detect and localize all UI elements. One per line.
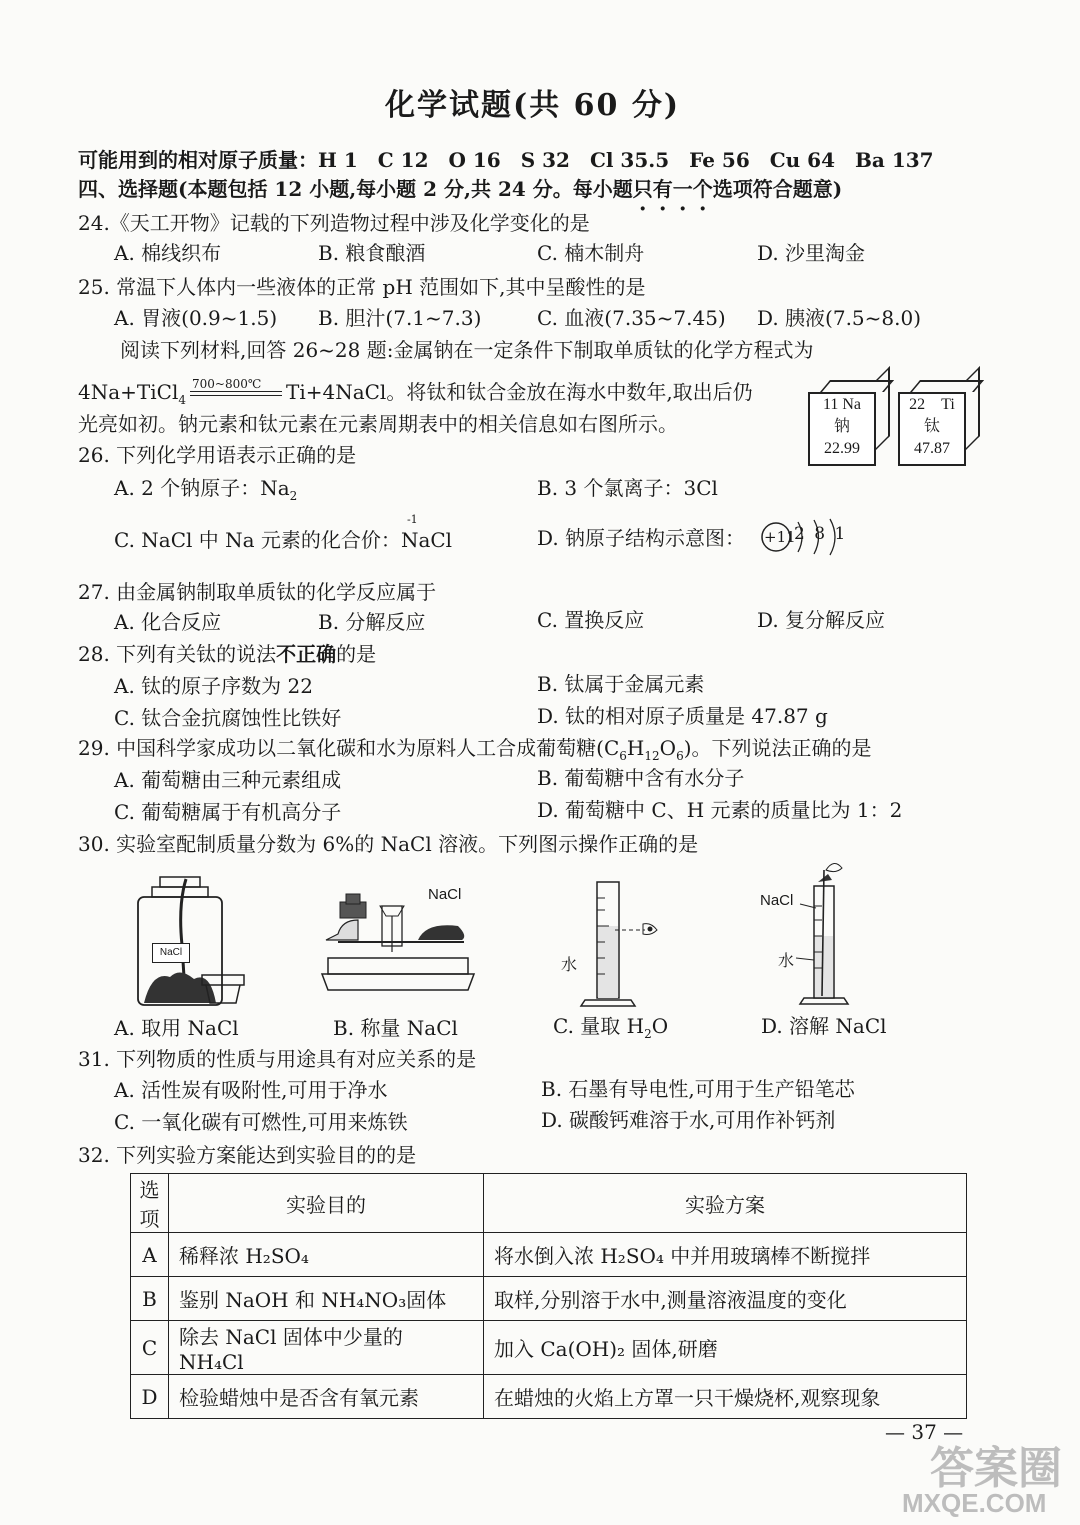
emphasis-4: 个: [692, 177, 713, 201]
ti-number-symbol: 22 Ti: [909, 396, 955, 413]
q27-option-c: C. 置换反应: [537, 608, 645, 632]
page-number: — 37 —: [885, 1420, 964, 1444]
section-heading-text: 四、选择题(本题包括 12 小题,每小题 2 分,共 24 分。每小题: [78, 177, 633, 201]
figure-dissolve-nacl: [760, 856, 880, 1006]
q29-h: H: [626, 736, 645, 760]
q30-option-a: A. 取用 NaCl: [114, 1016, 239, 1040]
ti-name: 钛: [923, 418, 940, 435]
figure-take-nacl: [130, 875, 250, 1010]
na-mass: 22.99: [824, 440, 860, 457]
row-option: D: [131, 1375, 169, 1419]
q28-option-c: C. 钛合金抗腐蚀性比铁好: [114, 706, 342, 730]
na-number-symbol: 11 Na: [822, 396, 862, 413]
equation-products: Ti+4NaCl。将钛和钛合金放在海水中数年,取出后仍: [285, 380, 753, 404]
q24-option-b: B. 粮食酿酒: [318, 241, 426, 265]
table-row: [131, 1277, 967, 1321]
q31-option-b: B. 石墨有导电性,可用于生产铅笔芯: [541, 1077, 855, 1101]
row-option: A: [131, 1233, 169, 1277]
q26-option-a: [114, 474, 297, 502]
q32-stem: 32. 下列实验方案能达到实验目的的是: [78, 1143, 417, 1167]
q28-option-b: B. 钛属于金属元素: [537, 672, 705, 696]
row-plan: 加入 Ca(OH)₂ 固体,研磨: [484, 1321, 967, 1375]
q28-stem-text: 28. 下列有关钛的说法: [78, 642, 277, 666]
q25-stem: 25. 常温下人体内一些液体的正常 pH 范围如下,其中呈酸性的是: [78, 275, 646, 299]
q28-stem-emphasis: 不正确: [276, 642, 337, 666]
q24-option-a: A. 棉线织布: [114, 241, 222, 265]
atomic-masses-line: 可能用到的相对原子质量：H 1 C 12 O 16 S 32 Cl 35.5 Fe 56 Cu 64 Ba 137: [78, 148, 934, 172]
reading-equation: [78, 378, 753, 406]
bottle-label: NaCl: [152, 943, 190, 963]
equation-arrow: [190, 376, 282, 404]
sodium-atom-diagram: [760, 516, 860, 560]
q30-stem: 30. 实验室配制质量分数为 6%的 NaCl 溶液。下列图示操作正确的是: [78, 832, 699, 856]
q31-option-c: C. 一氧化碳有可燃性,可用来炼铁: [114, 1110, 408, 1134]
q29-stem-tail: )。下列说法正确的是: [683, 736, 872, 760]
emphasis-2: 有: [652, 177, 673, 201]
q25-option-d: D. 胰液(7.5~8.0): [757, 306, 922, 330]
dissolve-water-label: 水: [778, 951, 795, 970]
q26-option-d-text: D. 钠原子结构示意图：: [537, 526, 746, 550]
header-goal: 实验目的: [169, 1174, 484, 1233]
table-header-row: [131, 1174, 967, 1233]
valence-charge: -1: [406, 513, 418, 526]
q29-stem: [78, 734, 872, 762]
reading-line-1: 阅读下列材料,回答 26~28 题:金属钠在一定条件下制取单质钛的化学方程式为: [120, 338, 814, 362]
q29-sub-c: 6: [619, 749, 627, 763]
q24-stem: 24.《天工开物》记载的下列造物过程中涉及化学变化的是: [78, 211, 590, 235]
q24-option-d: D. 沙里淘金: [757, 241, 866, 265]
row-plan: 取样,分别溶于水中,测量溶液温度的变化: [484, 1277, 967, 1321]
q28-stem-tail: 的是: [336, 642, 377, 666]
q29-stem-text: 29. 中国科学家成功以二氧化碳和水为原料人工合成葡萄糖(C: [78, 736, 620, 760]
q25-option-a: A. 胃液(0.9~1.5): [114, 306, 278, 330]
q29-sub-h: 12: [644, 749, 660, 763]
na-element-card: [808, 392, 876, 466]
table-row: [131, 1375, 967, 1419]
emphasis-3: 一: [672, 177, 693, 201]
row-option: C: [131, 1321, 169, 1375]
reading-line-3: 光亮如初。钠元素和钛元素在元素周期表中的相关信息如右图所示。: [78, 412, 678, 436]
q26-stem: 26. 下列化学用语表示正确的是: [78, 443, 357, 467]
q29-option-a: A. 葡萄糖由三种元素组成: [114, 768, 342, 792]
q31-stem: 31. 下列物质的性质与用途具有对应关系的是: [78, 1047, 477, 1071]
q28-option-a: A. 钛的原子序数为 22: [114, 674, 313, 698]
row-option: B: [131, 1277, 169, 1321]
row-goal: 鉴别 NaOH 和 NH₄NO₃固体: [169, 1277, 484, 1321]
q27-option-b: B. 分解反应: [318, 610, 426, 634]
figure-measure-water: [555, 878, 675, 1008]
q30-option-c-text: C. 量取 H: [553, 1014, 645, 1038]
watermark-logo: 答案圈: [930, 1444, 1062, 1493]
q27-option-d: D. 复分解反应: [757, 608, 886, 632]
equation-equal-sign: [190, 391, 282, 396]
equation-condition: 700~800℃: [191, 376, 262, 391]
dissolve-nacl-label: NaCl: [760, 892, 794, 909]
row-goal: 除去 NaCl 固体中少量的 NH₄Cl: [169, 1321, 484, 1375]
q26-option-b: B. 3 个氯离子：3Cl: [537, 476, 718, 500]
q31-option-d: D. 碳酸钙难溶于水,可用作补钙剂: [541, 1108, 836, 1132]
emphasis-1: 只: [632, 177, 653, 201]
q28-option-d: D. 钛的相对原子质量是 47.87 g: [537, 704, 828, 728]
section-heading: [78, 175, 842, 203]
q30-option-c-tail: O: [651, 1014, 669, 1038]
valence-formula: [400, 513, 453, 554]
equation-reactants: 4Na+TiCl: [78, 380, 179, 404]
q26-option-a-text: A. 2 个钠原子：Na: [114, 476, 290, 500]
row-goal: 检验蜡烛中是否含有氧元素: [169, 1375, 484, 1419]
table-row: [131, 1233, 967, 1277]
section-heading-tail: 选项符合题意): [712, 177, 843, 201]
valence-formula-text: NaCl: [400, 528, 453, 552]
na-name: 钠: [833, 418, 850, 435]
q24-option-c: C. 楠木制舟: [537, 241, 645, 265]
q30-option-c-subscript: 2: [644, 1027, 652, 1041]
q29-o: O: [659, 736, 677, 760]
row-goal: 稀释浓 H₂SO₄: [169, 1233, 484, 1277]
q29-option-c: C. 葡萄糖属于有机高分子: [114, 800, 342, 824]
figure-weigh-nacl: [318, 880, 478, 1000]
header-plan: 实验方案: [484, 1174, 967, 1233]
page-title: 化学试题(共 60 分): [385, 88, 681, 123]
q28-stem: [78, 640, 376, 668]
q25-option-b: B. 胆汁(7.1~7.3): [318, 306, 482, 330]
cylinder-water-label: 水: [561, 955, 578, 974]
header-option: 选项: [131, 1174, 169, 1233]
table-row: [131, 1321, 967, 1375]
q30-option-d: D. 溶解 NaCl: [761, 1014, 887, 1038]
ti-mass: 47.87: [914, 440, 950, 457]
q26-option-c-text: C. NaCl 中 Na 元素的化合价：: [114, 528, 401, 552]
watermark-url: MXQE.COM: [902, 1488, 1047, 1518]
q30-option-b: B. 称量 NaCl: [333, 1016, 458, 1040]
q30-option-c: [553, 1012, 668, 1040]
q26-option-a-subscript: 2: [289, 489, 298, 503]
ti-element-card: [898, 392, 966, 466]
nucleus-charge: +11: [764, 528, 796, 546]
q26-option-d: [537, 524, 745, 552]
equation-subscript: 4: [178, 393, 186, 407]
q31-option-a: A. 活性炭有吸附性,可用于净水: [114, 1078, 388, 1102]
q29-option-d: D. 葡萄糖中 C、H 元素的质量比为 1：2: [537, 798, 903, 822]
q29-option-b: B. 葡萄糖中含有水分子: [537, 766, 745, 790]
q29-sub-o: 6: [676, 749, 684, 763]
experiment-table: [130, 1173, 967, 1419]
row-plan: 在蜡烛的火焰上方罩一只干燥烧杯,观察现象: [484, 1375, 967, 1419]
electron-shells: 2 8 1: [794, 524, 848, 544]
balance-nacl-label: NaCl: [428, 886, 462, 903]
row-plan: 将水倒入浓 H₂SO₄ 中并用玻璃棒不断搅拌: [484, 1233, 967, 1277]
q27-option-a: A. 化合反应: [114, 610, 222, 634]
q25-option-c: C. 血液(7.35~7.45): [537, 306, 726, 330]
q27-stem: 27. 由金属钠制取单质钛的化学反应属于: [78, 580, 437, 604]
q26-option-c: [114, 513, 453, 554]
